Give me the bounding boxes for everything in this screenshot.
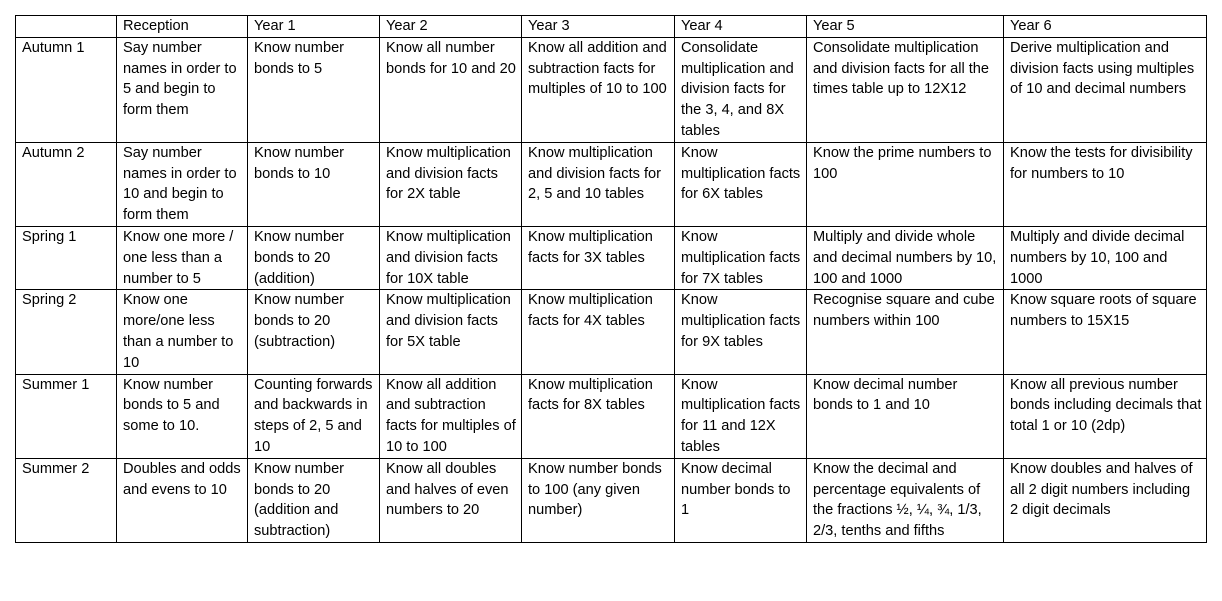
table-cell: Know multiplication facts for 4X tables: [522, 290, 675, 374]
table-cell: Consolidate multiplication and division facts for the 3, 4, and 8X tables: [675, 37, 807, 142]
table-cell: Know the tests for divisibility for numbers to 10: [1004, 142, 1207, 226]
header-cell-reception: Reception: [117, 16, 248, 38]
term-cell: Spring 2: [16, 290, 117, 374]
table-cell: Know number bonds to 5 and some to 10.: [117, 374, 248, 458]
table-cell: Know all doubles and halves of even numbers to 20: [380, 458, 522, 542]
table-cell: Know one more / one less than a number to 5: [117, 226, 248, 289]
term-cell: Spring 1: [16, 226, 117, 289]
table-row-spring-1: [16, 226, 1207, 289]
table-cell: Know the prime numbers to 100: [807, 142, 1004, 226]
header-cell-year-3: Year 3: [522, 16, 675, 38]
term-cell: Summer 1: [16, 374, 117, 458]
table-cell: Know decimal number bonds to 1 and 10: [807, 374, 1004, 458]
table-cell: Know number bonds to 20 (subtraction): [248, 290, 380, 374]
table-cell: Multiply and divide decimal numbers by 10, 100 and 1000: [1004, 226, 1207, 289]
table-row-summer-1: [16, 374, 1207, 458]
header-cell-corner: [16, 16, 117, 38]
term-cell: Autumn 2: [16, 142, 117, 226]
table-cell: Know multiplication facts for 11 and 12X tables: [675, 374, 807, 458]
table-cell: Know multiplication facts for 8X tables: [522, 374, 675, 458]
table-cell: Know multiplication and division facts for 2, 5 and 10 tables: [522, 142, 675, 226]
table-cell: Know square roots of square numbers to 15X15: [1004, 290, 1207, 374]
table-cell: Know all previous number bonds including decimals that total 1 or 10 (2dp): [1004, 374, 1207, 458]
table-cell: Know number bonds to 20 (addition and subtraction): [248, 458, 380, 542]
table-cell: Doubles and odds and evens to 10: [117, 458, 248, 542]
table-row-autumn-2: [16, 142, 1207, 226]
table-cell: Recognise square and cube numbers within 100: [807, 290, 1004, 374]
table-row-spring-2: [16, 290, 1207, 374]
table-cell: Know multiplication and division facts for 5X table: [380, 290, 522, 374]
table-cell: Know number bonds to 20 (addition): [248, 226, 380, 289]
header-cell-year-4: Year 4: [675, 16, 807, 38]
table-cell: Know doubles and halves of all 2 digit numbers including 2 digit decimals: [1004, 458, 1207, 542]
table-cell: Know number bonds to 5: [248, 37, 380, 142]
header-row: [16, 16, 1207, 38]
table-row-autumn-1: [16, 37, 1207, 142]
header-cell-year-2: Year 2: [380, 16, 522, 38]
table-cell: Say number names in order to 5 and begin to form them: [117, 37, 248, 142]
header-cell-year-5: Year 5: [807, 16, 1004, 38]
table-cell: Know multiplication and division facts for 10X table: [380, 226, 522, 289]
table-cell: Know decimal number bonds to 1: [675, 458, 807, 542]
table-cell: Know multiplication and division facts for 2X table: [380, 142, 522, 226]
table-cell: Know multiplication facts for 7X tables: [675, 226, 807, 289]
term-cell: Summer 2: [16, 458, 117, 542]
table-cell: Know number bonds to 10: [248, 142, 380, 226]
table-cell: Know multiplication facts for 3X tables: [522, 226, 675, 289]
table-cell: Know multiplication facts for 6X tables: [675, 142, 807, 226]
table-cell: Know all addition and subtraction facts for multiples of 10 to 100: [522, 37, 675, 142]
table-cell: Multiply and divide whole and decimal numbers by 10, 100 and 1000: [807, 226, 1004, 289]
table-cell: Know all number bonds for 10 and 20: [380, 37, 522, 142]
table-cell: Say number names in order to 10 and begin to form them: [117, 142, 248, 226]
term-cell: Autumn 1: [16, 37, 117, 142]
table-cell: Know multiplication facts for 9X tables: [675, 290, 807, 374]
table-cell: Derive multiplication and division facts using multiples of 10 and decimal numbers: [1004, 37, 1207, 142]
table-cell: Know number bonds to 100 (any given number): [522, 458, 675, 542]
table-cell: Consolidate multiplication and division facts for all the times table up to 12X12: [807, 37, 1004, 142]
header-cell-year-6: Year 6: [1004, 16, 1207, 38]
table-cell: Know the decimal and percentage equivalents of the fractions ½, ¼, ¾, 1/3, 2/3, tenths and fifths: [807, 458, 1004, 542]
number-facts-table: [15, 15, 1207, 543]
table-row-summer-2: [16, 458, 1207, 542]
table-cell: Know all addition and subtraction facts for multiples of 10 to 100: [380, 374, 522, 458]
header-cell-year-1: Year 1: [248, 16, 380, 38]
table-cell: Counting forwards and backwards in steps of 2, 5 and 10: [248, 374, 380, 458]
table-cell: Know one more/one less than a number to 10: [117, 290, 248, 374]
